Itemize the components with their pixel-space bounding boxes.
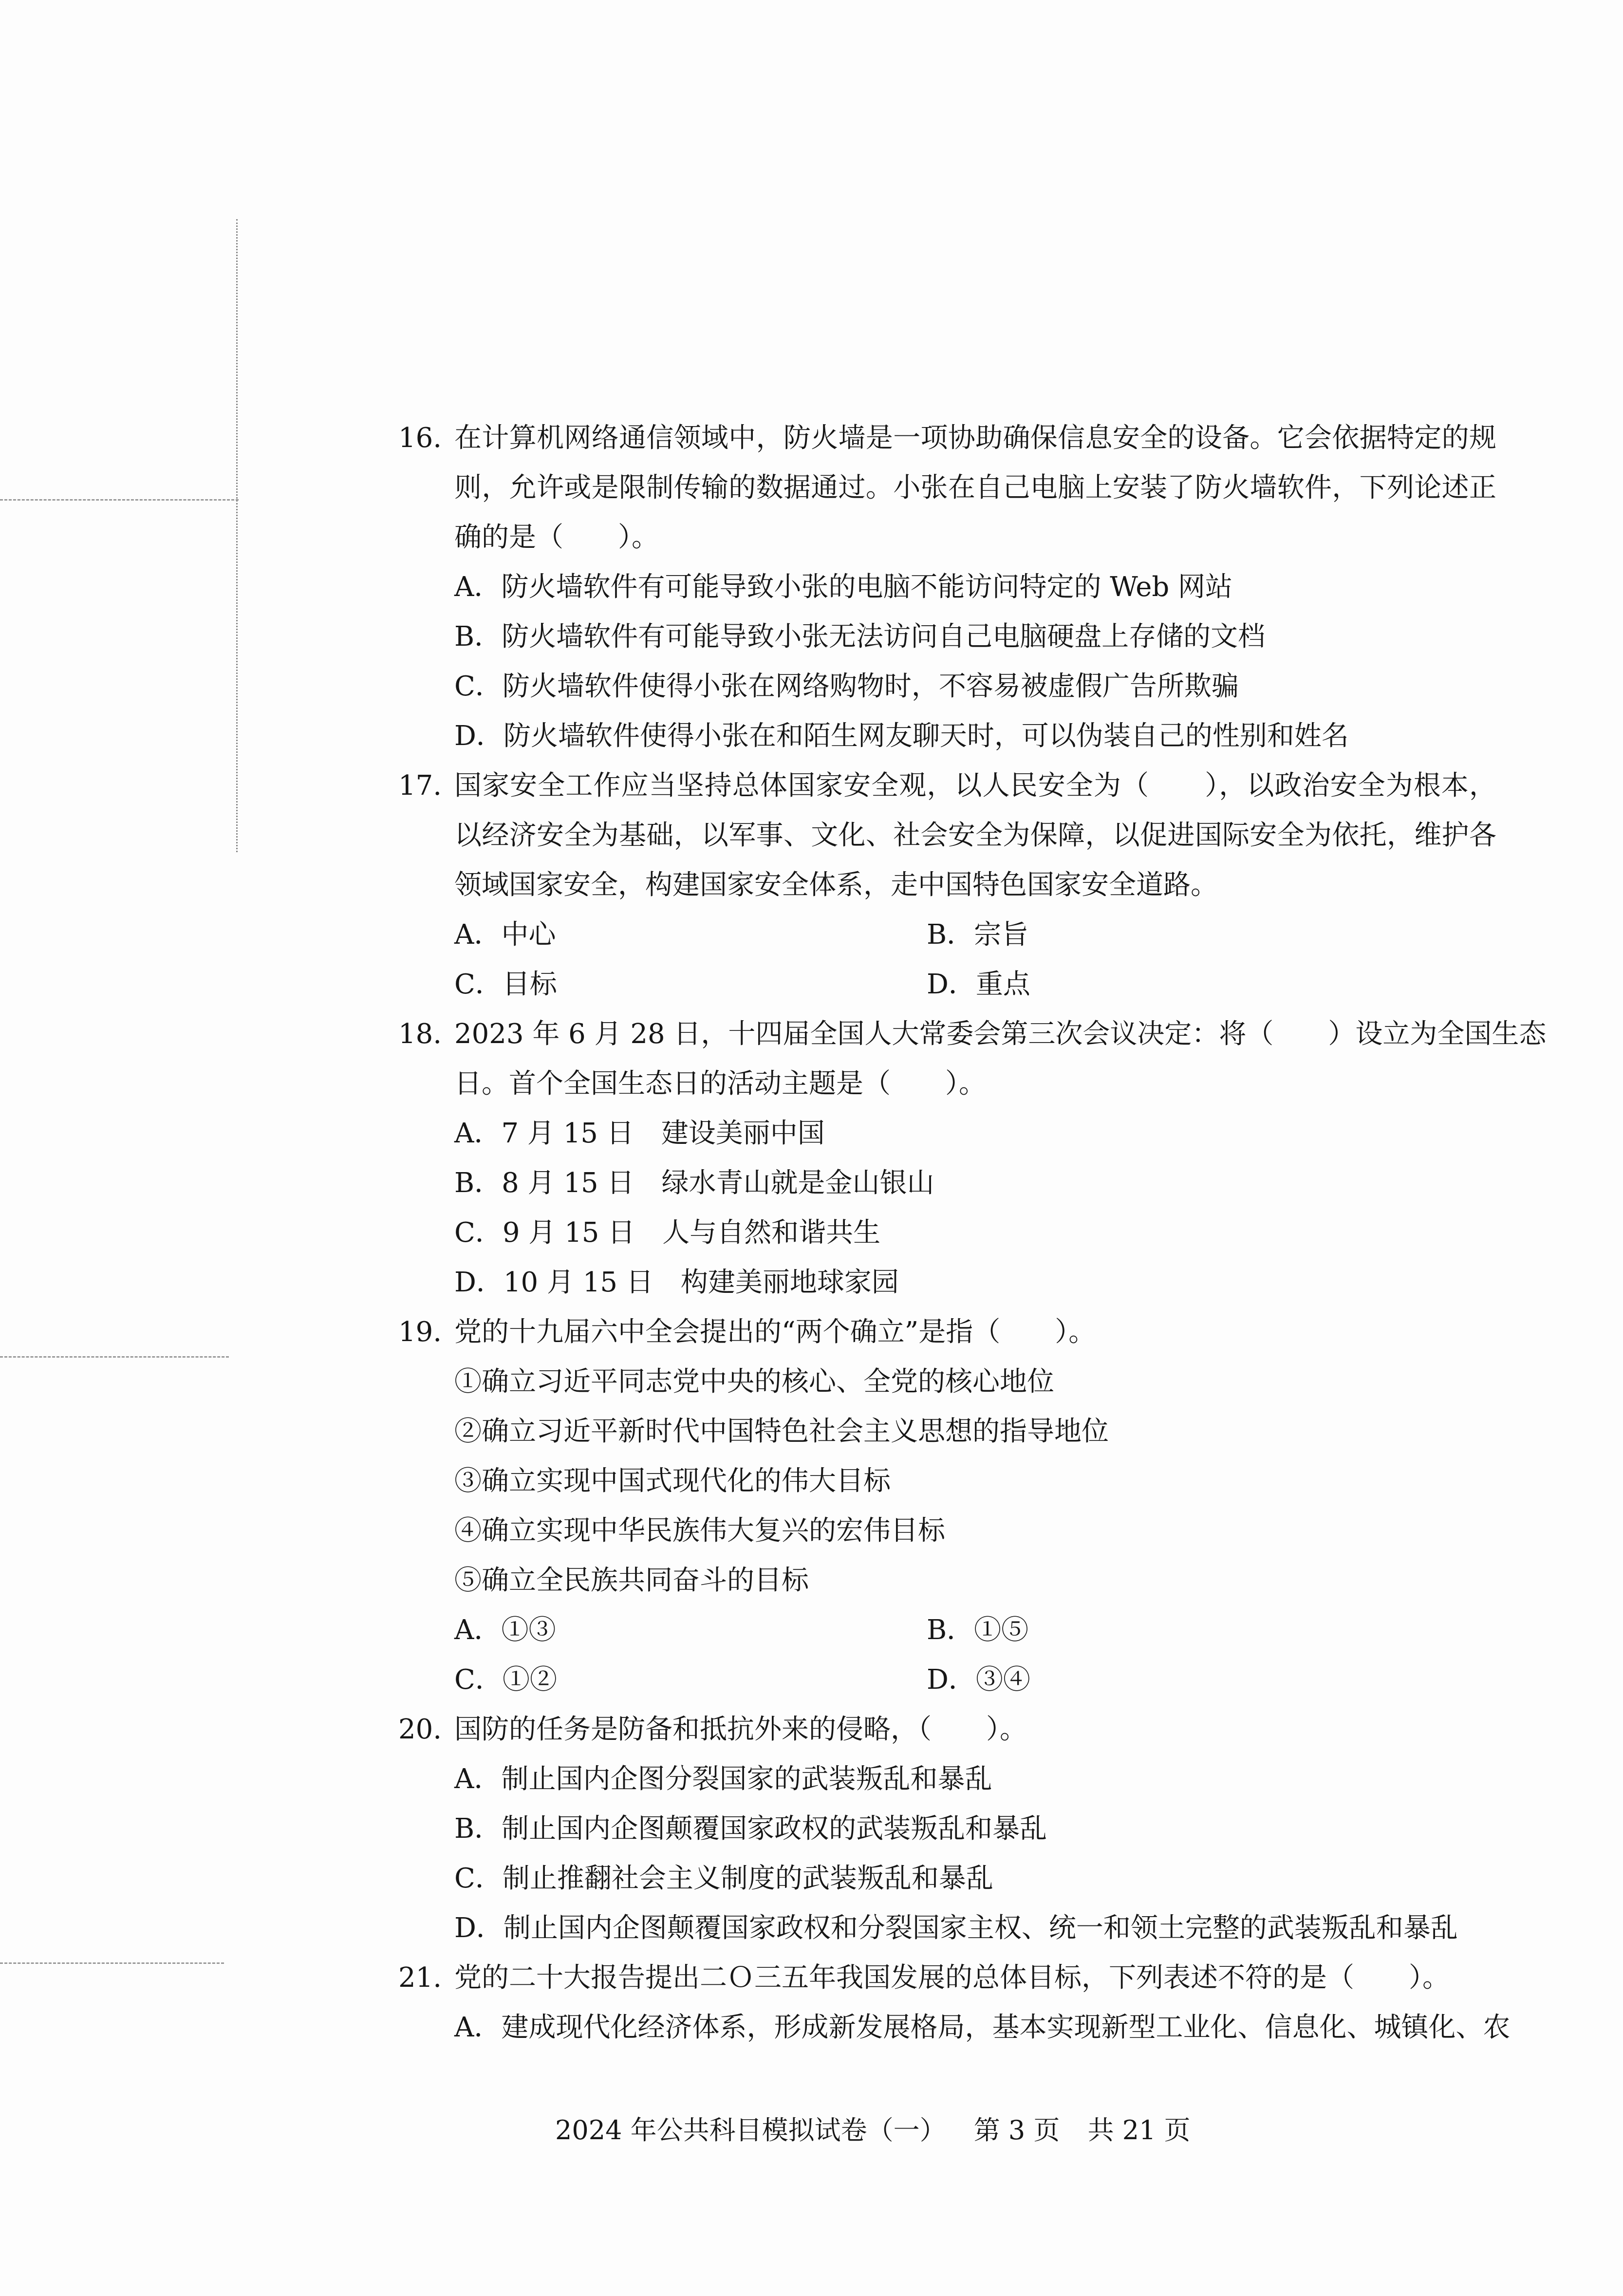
- option-c: [398, 662, 1499, 711]
- option-d: [398, 1258, 1499, 1307]
- cut-line: [0, 1356, 229, 1358]
- option-text: B．8 月 15 日 绿水青山就是金山银山: [454, 1167, 934, 1199]
- option-b: [398, 1158, 1499, 1208]
- question-stem-line: [398, 463, 1499, 513]
- option-text: B．防火墙软件有可能导致小张无法访问自己电脑硬盘上存储的文档: [454, 621, 1266, 653]
- option-a: A．中心: [454, 919, 556, 951]
- statement-text: ③确立实现中国式现代化的伟大目标: [454, 1465, 891, 1497]
- question-stem: 国防的任务是防备和抵抗外来的侵略，（ ）。: [454, 1714, 1027, 1745]
- option-text: A．防火墙软件有可能导致小张的电脑不能访问特定的 Web 网站: [454, 571, 1233, 603]
- cut-line: [0, 499, 239, 501]
- question-stem-line: [398, 811, 1499, 860]
- statement-text: ④确立实现中华民族伟大复兴的宏伟目标: [454, 1515, 945, 1547]
- option-a: A．①③: [454, 1614, 556, 1646]
- question-20: [398, 1705, 1499, 1755]
- option-text: B．制止国内企图颠覆国家政权的武装叛乱和暴乱: [454, 1813, 1047, 1845]
- page-footer: [555, 2109, 1210, 2147]
- option-text: D．防火墙软件使得小张在和陌生网友聊天时，可以伪装自己的性别和姓名: [454, 720, 1349, 752]
- option-text: A．建成现代化经济体系，形成新发展格局，基本实现新型工业化、信息化、城镇化、农: [454, 2012, 1511, 2043]
- question-stem: 确的是（ ）。: [454, 522, 659, 553]
- option-b: B．宗旨: [927, 919, 1029, 951]
- statement-item: [398, 1357, 1499, 1407]
- page-number: 第 3 页: [973, 2115, 1060, 2146]
- option-d: D．重点: [927, 969, 1030, 1000]
- question-stem: 日。首个全国生态日的活动主题是（ ）。: [454, 1068, 986, 1100]
- option-b: B．①⑤: [927, 1614, 1029, 1646]
- statement-item: [398, 1456, 1499, 1506]
- option-text: D．10 月 15 日 构建美丽地球家园: [454, 1267, 899, 1298]
- option-d: [398, 1904, 1499, 1953]
- statement-text: ⑤确立全民族共同奋斗的目标: [454, 1565, 809, 1596]
- question-number: 20.: [398, 1714, 442, 1745]
- option-a: [398, 1755, 1499, 1804]
- option-c: C．目标: [454, 969, 557, 1000]
- question-stem: 在计算机网络通信领域中，防火墙是一项协助确保信息安全的设备。它会依据特定的规: [454, 422, 1496, 454]
- option-text: C．9 月 15 日 人与自然和谐共生: [454, 1217, 881, 1249]
- question-19: [398, 1307, 1499, 1357]
- option-c: [398, 1854, 1499, 1904]
- option-row: [398, 910, 1499, 960]
- option-text: A．制止国内企图分裂国家的武装叛乱和暴乱: [454, 1763, 992, 1795]
- question-number: 18.: [398, 1018, 442, 1050]
- option-text: C．制止推翻社会主义制度的武装叛乱和暴乱: [454, 1863, 993, 1894]
- question-stem: 以经济安全为基础，以军事、文化、社会安全为保障，以促进国际安全为依托，维护各: [454, 820, 1496, 851]
- option-row: [398, 1605, 1499, 1655]
- statement-item: [398, 1506, 1499, 1556]
- option-text: A．7 月 15 日 建设美丽中国: [454, 1118, 825, 1149]
- statement-item: [398, 1407, 1499, 1456]
- cut-line: [0, 1962, 224, 1964]
- statement-item: [398, 1556, 1499, 1605]
- option-row: [398, 1655, 1499, 1705]
- statement-text: ②确立习近平新时代中国特色社会主义思想的指导地位: [454, 1416, 1109, 1447]
- option-d: D．③④: [927, 1664, 1030, 1696]
- option-a: [398, 1109, 1499, 1158]
- question-stem: 国家安全工作应当坚持总体国家安全观，以人民安全为（ ），以政治安全为根本，: [454, 770, 1496, 802]
- question-21: [398, 1953, 1499, 2003]
- question-17: [398, 761, 1499, 811]
- question-stem: 领域国家安全，构建国家安全体系，走中国特色国家安全道路。: [454, 869, 1218, 901]
- option-text: C．防火墙软件使得小张在网络购物时，不容易被虚假广告所欺骗: [454, 671, 1239, 702]
- option-c: [398, 1208, 1499, 1258]
- question-number: 17.: [398, 770, 442, 802]
- option-c: C．①②: [454, 1664, 557, 1696]
- question-stem: 则，允许或是限制传输的数据通过。小张在自己电脑上安装了防火墙软件，下列论述正: [454, 472, 1496, 504]
- question-number: 19.: [398, 1316, 442, 1348]
- question-stem-line: [398, 860, 1499, 910]
- exam-questions: [398, 413, 1547, 2053]
- option-text: D．制止国内企图颠覆国家政权和分裂国家主权、统一和领土完整的武装叛乱和暴乱: [454, 1912, 1458, 1944]
- question-stem: 2023 年 6 月 28 日，十四届全国人大常委会第三次会议决定：将（ ）设立为全国生态: [454, 1018, 1547, 1050]
- option-a: [398, 562, 1499, 612]
- question-number: 21.: [398, 1962, 442, 1994]
- binding-margin-line: [236, 219, 238, 852]
- statement-text: ①确立习近平同志党中央的核心、全党的核心地位: [454, 1366, 1054, 1398]
- question-18: [398, 1009, 1547, 1059]
- exam-title: 2024 年公共科目模拟试卷（一）: [555, 2115, 946, 2146]
- question-number: 16.: [398, 422, 442, 454]
- page-total: 共 21 页: [1087, 2115, 1191, 2146]
- question-16: [398, 413, 1499, 463]
- question-stem-line: [398, 1059, 1499, 1109]
- option-b: [398, 1804, 1499, 1854]
- question-stem-line: [398, 513, 1499, 562]
- question-stem: 党的十九届六中全会提出的“两个确立”是指（ ）。: [454, 1316, 1096, 1348]
- option-a: [398, 2003, 1511, 2053]
- question-stem: 党的二十大报告提出二Ｏ三五年我国发展的总体目标，下列表述不符的是（ ）。: [454, 1962, 1450, 1994]
- option-row: [398, 960, 1499, 1009]
- option-b: [398, 612, 1499, 662]
- option-d: [398, 711, 1499, 761]
